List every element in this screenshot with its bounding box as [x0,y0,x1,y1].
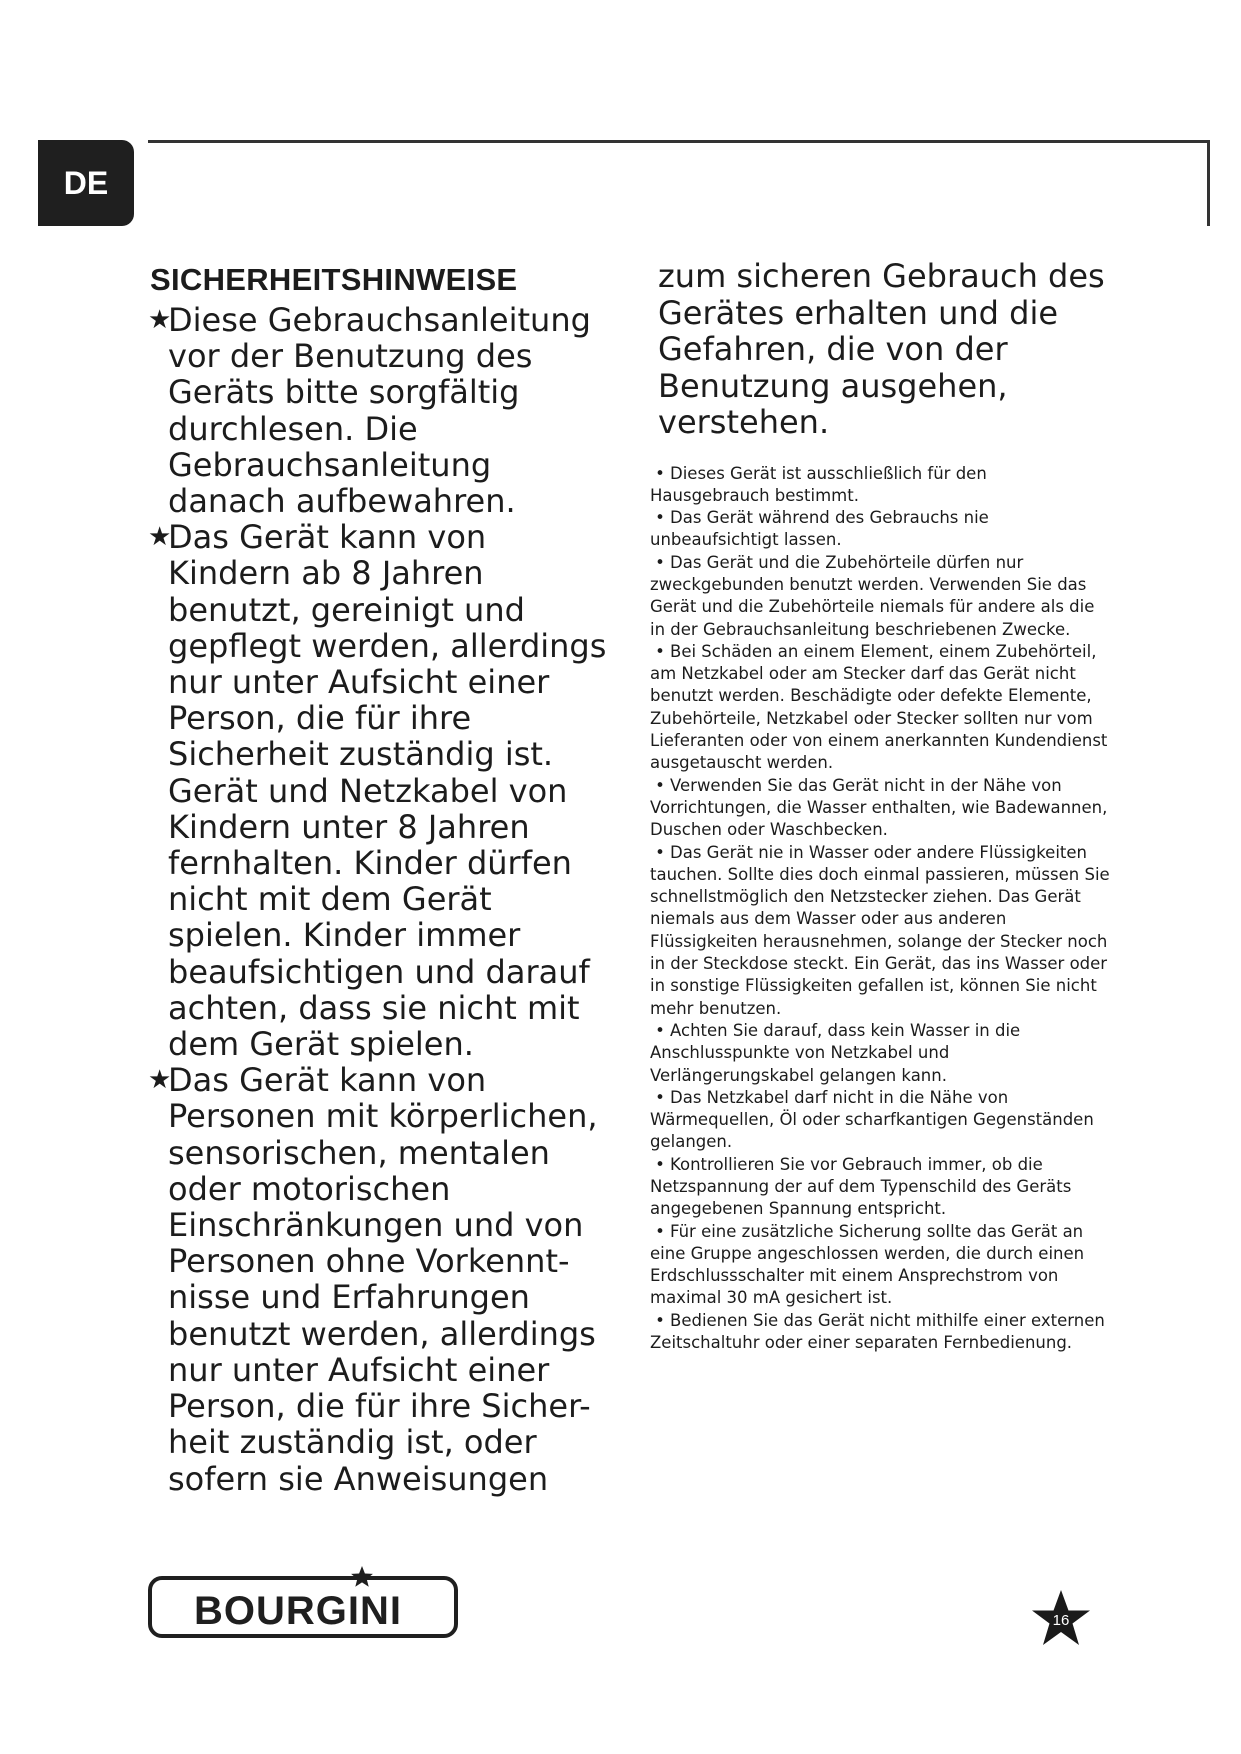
star-bullet-icon: ★ [148,305,172,335]
safety-item [148,302,618,519]
list-item: • Bedienen Sie das Gerät nicht mithilfe einer externen Zeitschaltuhr oder einer separaten Fernbedienung. [650,1310,1105,1353]
section-title: SICHERHEITSHINWEISE [150,262,518,297]
left-column [148,262,618,1497]
safety-item-text: Das Gerät kann von Personen mit körperlichen, sensorischen, mentalen oder motorischen Einschränkungen und von Personen ohne Vorkennt-nisse und Erfahrungen benutzt werden, allerdings nur unter Aufsicht einer Person, die für ihre Sicher-heit zuständig ist, oder sofern sie Anweisungen [168,1061,598,1498]
safety-item-text: Das Gerät kann von Kindern ab 8 Jahren benutzt, gereinigt und gepflegt werden, allerdings nur unter Aufsicht einer Person, die für ihre Sicherheit zuständig ist. Gerät und Netzkabel von Kindern unter 8 Jahren fernhalten. Kinder dürfen nicht mit dem Gerät spielen. Kinder immer beaufsichtigen und darauf achten, dass sie nicht mit dem Gerät spielen. [168,518,607,1064]
bullet-dot-icon: • [655,1310,665,1330]
bullet-dot-icon: • [655,1221,665,1241]
bullet-list [650,463,1110,1355]
list-item: • Dieses Gerät ist ausschließlich für den Hausgebrauch bestimmt. [650,463,987,505]
right-column [650,258,1110,1354]
header-rule [148,140,1210,143]
bullet-dot-icon: • [655,1087,665,1107]
bullet-dot-icon: • [655,508,665,528]
safety-item-text: Diese Gebrauchsanleitung vor der Benutzung des Geräts bitte sorgfältig durchlesen. Die Gebrauchsanleitung danach aufbewahren. [168,301,591,521]
safety-item [148,1062,618,1496]
continuation-text: zum sicheren Gebrauch des Gerätes erhalten und die Gefahren, die von der Benutzung ausgehen, verstehen. [658,257,1105,441]
page-number-badge [1030,1588,1092,1650]
list-item: • Das Netzkabel darf nicht in die Nähe von Wärmequellen, Öl oder scharfkantigen Gegenständen gelangen. [650,1087,1094,1152]
star-bullet-icon: ★ [148,522,172,553]
language-label: DE [63,164,109,201]
logo-text: BOURGINI [194,1589,402,1633]
list-item: • Kontrollieren Sie vor Gebrauch immer, ob die Netzspannung der auf dem Typenschild des Geräts angegebenen Spannung entspricht. [650,1154,1072,1219]
list-item: • Bei Schäden an einem Element, einem Zubehörteil, am Netzkabel oder am Stecker darf das Gerät nicht benutzt werden. Beschädigte oder defekte Elemente, Zubehörteile, Netzkabel oder Stecker sollten nur vom Lieferanten oder von einem anerkannten Kundendienst ausgetauscht werden. [650,641,1108,773]
list-item: • Das Gerät und die Zubehörteile dürfen nur zweckgebunden benutzt werden. Verwenden Sie das Gerät und die Zubehörteile niemals für andere als die in der Gebrauchsanleitung beschriebenen Zwecke. [650,552,1095,639]
bullet-dot-icon: • [655,1020,665,1040]
language-tab [38,140,134,226]
safety-item [148,519,618,1062]
bullet-dot-icon: • [655,552,665,572]
bullet-dot-icon: • [655,775,665,795]
list-item: • Verwenden Sie das Gerät nicht in der Nähe von Vorrichtungen, die Wasser enthalten, wie Badewannen, Duschen oder Waschbecken. [650,775,1108,840]
list-item: • Achten Sie darauf, dass kein Wasser in die Anschlusspunkte von Netzkabel und Verlängerungskabel gelangen kann. [650,1020,1021,1085]
header-rule-end [1207,140,1210,226]
page-number: 16 [1052,1612,1070,1629]
list-item: • Das Gerät nie in Wasser oder andere Flüssigkeiten tauchen. Sollte dies doch einmal passieren, müssen Sie schnellstmöglich den Netzstecker ziehen. Das Gerät niemals aus dem Wasser oder aus anderen Flüssigkeiten herausnehmen, solange der Stecker noch in der Steckdose steckt. Ein Gerät, das ins Wasser oder in sonstige Flüssigkeiten gefallen ist, können Sie nicht mehr benutzen. [650,842,1110,1018]
star-bullet-icon: ★ [148,1065,172,1096]
bullet-dot-icon: • [655,641,665,661]
logo-star-icon [351,1566,373,1587]
bullet-dot-icon: • [655,463,665,483]
list-item: • Das Gerät während des Gebrauchs nie unbeaufsichtigt lassen. [650,508,989,550]
bourgini-logo [148,1566,458,1638]
bullet-dot-icon: • [655,842,665,862]
list-item: • Für eine zusätzliche Sicherung sollte das Gerät an eine Gruppe angeschlossen werden, die durch einen Erdschlussschalter mit einem Ansprechstrom von maximal 30 mA gesichert ist. [650,1221,1085,1308]
bullet-dot-icon: • [655,1154,665,1174]
